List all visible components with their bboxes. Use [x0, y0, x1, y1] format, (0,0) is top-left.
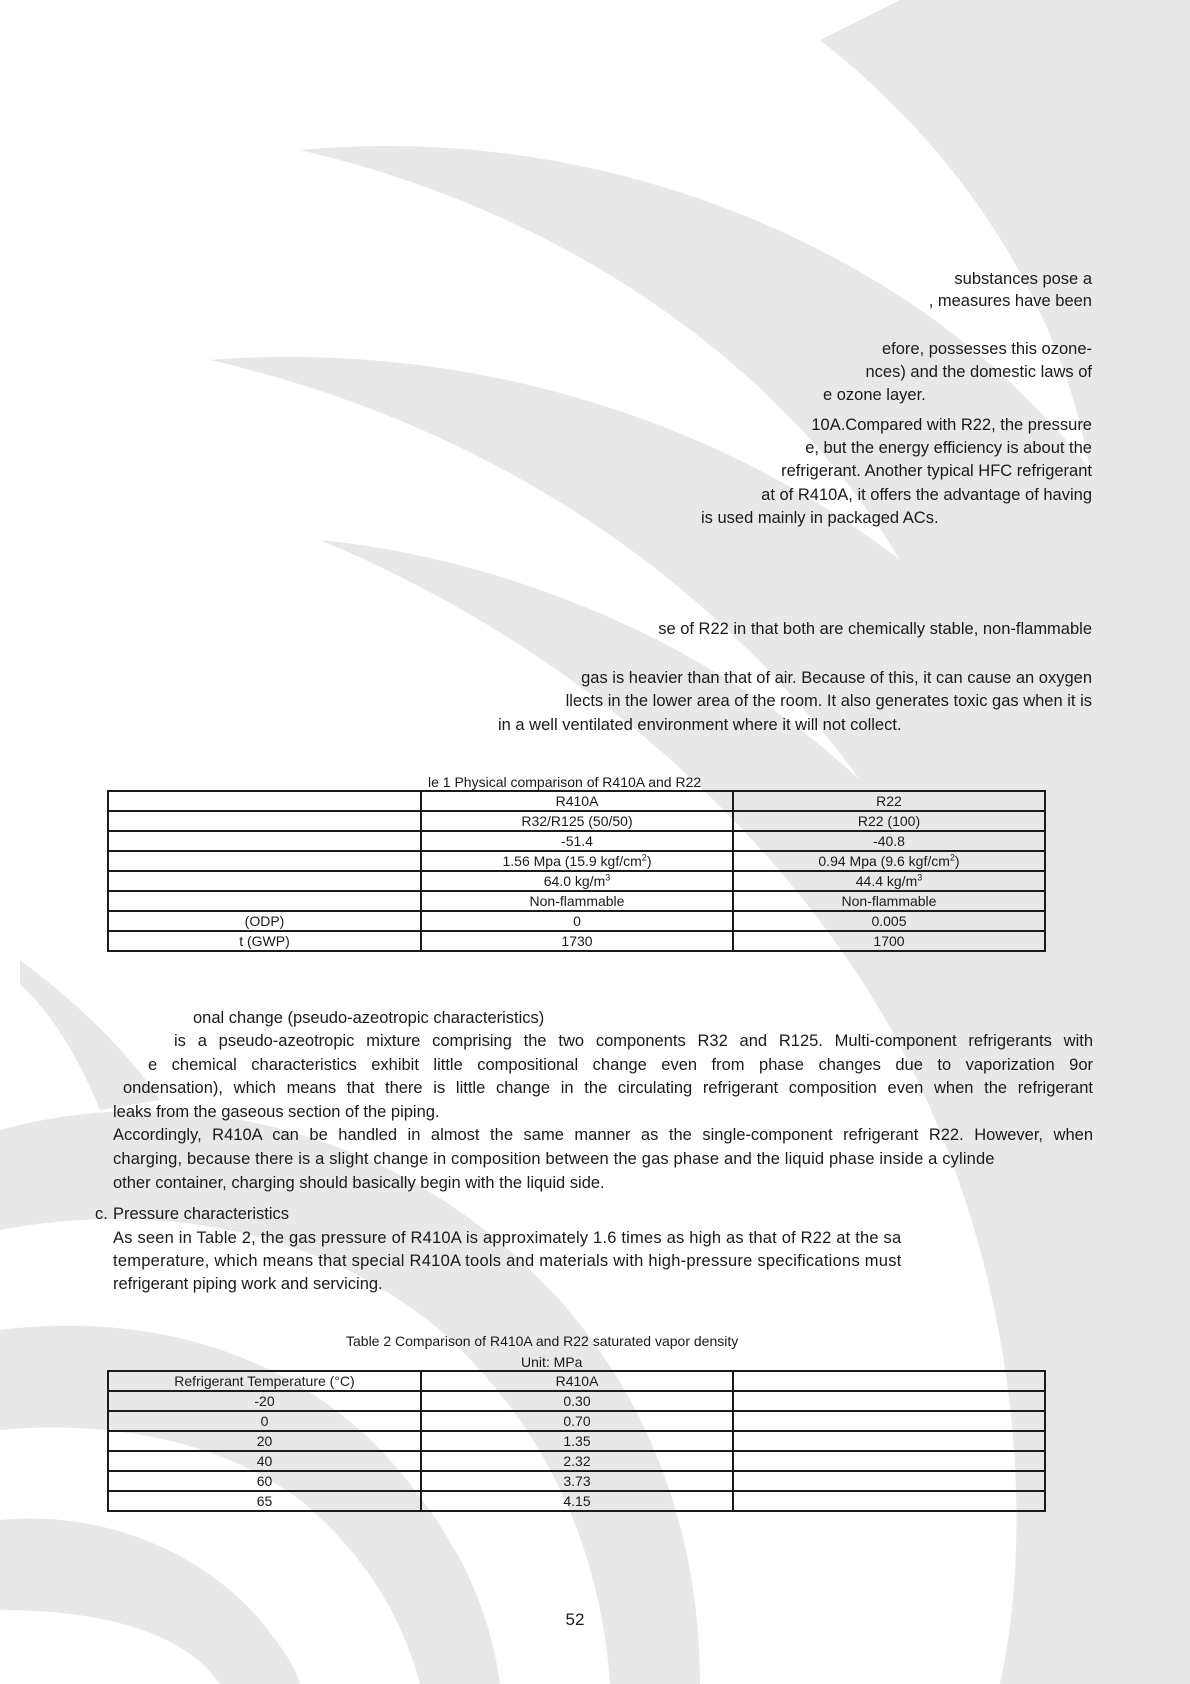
table-cell: 4.15 — [421, 1491, 733, 1511]
table-cell-r410a: R410A — [421, 791, 733, 811]
table-cell-label: t (GWP) — [108, 931, 421, 951]
table-row — [108, 931, 1045, 951]
table-cell-r410a: 1730 — [421, 931, 733, 951]
page-number: 52 — [565, 1610, 585, 1629]
table-cell: -20 — [108, 1391, 421, 1411]
characteristics-line: gas is heavier than that of air. Because of this, it can cause an oxygen — [581, 669, 1092, 687]
table-header-cell — [733, 1371, 1045, 1391]
intro-line: refrigerant. Another typical HFC refrigerant — [781, 462, 1092, 480]
composition-line: ondensation), which means that there is little change in the circulating refrigerant composition even when the refrigerant — [123, 1079, 1093, 1097]
table-cell-r410a — [421, 851, 733, 871]
table-cell — [733, 1431, 1045, 1451]
table-cell: 2.32 — [421, 1451, 733, 1471]
table-cell — [733, 1391, 1045, 1411]
table-cell: 20 — [108, 1431, 421, 1451]
intro-line: substances pose a — [954, 270, 1092, 288]
table-cell-label — [108, 811, 421, 831]
table-cell-label — [108, 871, 421, 891]
intro-line: nces) and the domestic laws of — [865, 363, 1092, 381]
table-cell-label: (ODP) — [108, 911, 421, 931]
composition-heading: onal change (pseudo-azeotropic characteristics) — [193, 1009, 545, 1027]
table2 — [107, 1370, 1046, 1512]
table-row — [108, 1491, 1045, 1511]
cell-text: 1.56 Mpa (15.9 kgf/cm — [502, 853, 642, 869]
table-cell-r410a: 0 — [421, 911, 733, 931]
table1 — [107, 790, 1046, 952]
table-header-row — [108, 1371, 1045, 1391]
composition-line: e chemical characteristics exhibit little compositional change even from phase changes due to vaporization 9or — [148, 1056, 1093, 1074]
table-row — [108, 1471, 1045, 1491]
table-cell-r22: 1700 — [733, 931, 1045, 951]
table-cell-label — [108, 791, 421, 811]
table-row — [108, 791, 1045, 811]
composition-line: Accordingly, R410A can be handled in almost the same manner as the single-component refrigerant R22. However, when — [113, 1126, 1093, 1144]
table-cell-r22: -40.8 — [733, 831, 1045, 851]
intro-line: at of R410A, it offers the advantage of having — [761, 486, 1092, 504]
table-row — [108, 1431, 1045, 1451]
cell-text: 64.0 kg/m — [543, 873, 606, 889]
table-row — [108, 831, 1045, 851]
table-cell-r22 — [733, 871, 1045, 891]
table-cell: 65 — [108, 1491, 421, 1511]
table-row — [108, 1391, 1045, 1411]
composition-line: charging, because there is a slight change in composition between the gas phase and the liquid phase inside a cylinde — [113, 1150, 995, 1168]
intro-line: 10A.Compared with R22, the pressure — [811, 416, 1092, 434]
intro-line: is used mainly in packaged ACs. — [701, 509, 939, 527]
table-row — [108, 871, 1045, 891]
table-cell-label — [108, 891, 421, 911]
pressure-line: refrigerant piping work and servicing. — [113, 1275, 383, 1293]
pressure-line: temperature, which means that special R410A tools and materials with high-pressure specifications must — [113, 1252, 902, 1270]
table-cell-label — [108, 831, 421, 851]
pressure-heading: Pressure characteristics — [113, 1205, 290, 1223]
table-cell: 1.35 — [421, 1431, 733, 1451]
table-cell: 40 — [108, 1451, 421, 1471]
table-cell: 0.30 — [421, 1391, 733, 1411]
intro-line: efore, possesses this ozone- — [881, 340, 1092, 358]
superscript: 2 — [641, 852, 647, 863]
table-row — [108, 851, 1045, 871]
intro-line: , measures have been — [928, 292, 1092, 310]
cell-text: 0.94 Mpa (9.6 kgf/cm — [818, 853, 950, 869]
cell-text: ) — [954, 853, 960, 869]
cell-text: 44.4 kg/m — [855, 873, 918, 889]
table1-caption: le 1 Physical comparison of R410A and R22 — [428, 774, 702, 790]
table2-caption: Table 2 Comparison of R410A and R22 saturated vapor density — [346, 1333, 739, 1349]
table2-unit: Unit: MPa — [521, 1354, 583, 1370]
table-cell: 0 — [108, 1411, 421, 1431]
table-cell-r22: 0.005 — [733, 911, 1045, 931]
table-row — [108, 1451, 1045, 1471]
table-cell-r22: Non-flammable — [733, 891, 1045, 911]
characteristics-line: llects in the lower area of the room. It also generates toxic gas when it is — [565, 692, 1092, 710]
composition-line: other container, charging should basically begin with the liquid side. — [113, 1174, 605, 1192]
table-cell-r410a: -51.4 — [421, 831, 733, 851]
characteristics-line: in a well ventilated environment where it will not collect. — [498, 716, 902, 734]
superscript: 2 — [949, 852, 955, 863]
table-cell-r22: R22 (100) — [733, 811, 1045, 831]
table-cell-r410a — [421, 871, 733, 891]
table-cell-r410a: R32/R125 (50/50) — [421, 811, 733, 831]
table-row — [108, 911, 1045, 931]
table-cell: 60 — [108, 1471, 421, 1491]
table-cell — [733, 1411, 1045, 1431]
table-cell: 0.70 — [421, 1411, 733, 1431]
pressure-line: As seen in Table 2, the gas pressure of R410A is approximately 1.6 times as high as that of R22 at the sa — [113, 1229, 902, 1247]
table-cell-r22 — [733, 851, 1045, 871]
table-cell-label — [108, 851, 421, 871]
table-cell — [733, 1471, 1045, 1491]
characteristics-line: se of R22 in that both are chemically stable, non-flammable — [658, 620, 1092, 638]
cell-text: ) — [646, 853, 652, 869]
table-cell: 3.73 — [421, 1471, 733, 1491]
table-row — [108, 811, 1045, 831]
composition-line: leaks from the gaseous section of the piping. — [113, 1103, 440, 1121]
table-header-cell: Refrigerant Temperature (°C) — [108, 1371, 421, 1391]
table-cell — [733, 1451, 1045, 1471]
superscript: 3 — [605, 872, 611, 883]
superscript: 3 — [917, 872, 923, 883]
intro-line: e ozone layer. — [823, 386, 926, 404]
table-header-cell: R410A — [421, 1371, 733, 1391]
table-cell — [733, 1491, 1045, 1511]
table-cell-r410a: Non-flammable — [421, 891, 733, 911]
composition-line: is a pseudo-azeotropic mixture comprising the two components R32 and R125. Multi-component refrigerants with — [174, 1032, 1093, 1050]
table-row — [108, 1411, 1045, 1431]
intro-line: e, but the energy efficiency is about the — [805, 439, 1092, 457]
table-row — [108, 891, 1045, 911]
list-marker: c. — [95, 1205, 108, 1223]
table-cell-r22: R22 — [733, 791, 1045, 811]
